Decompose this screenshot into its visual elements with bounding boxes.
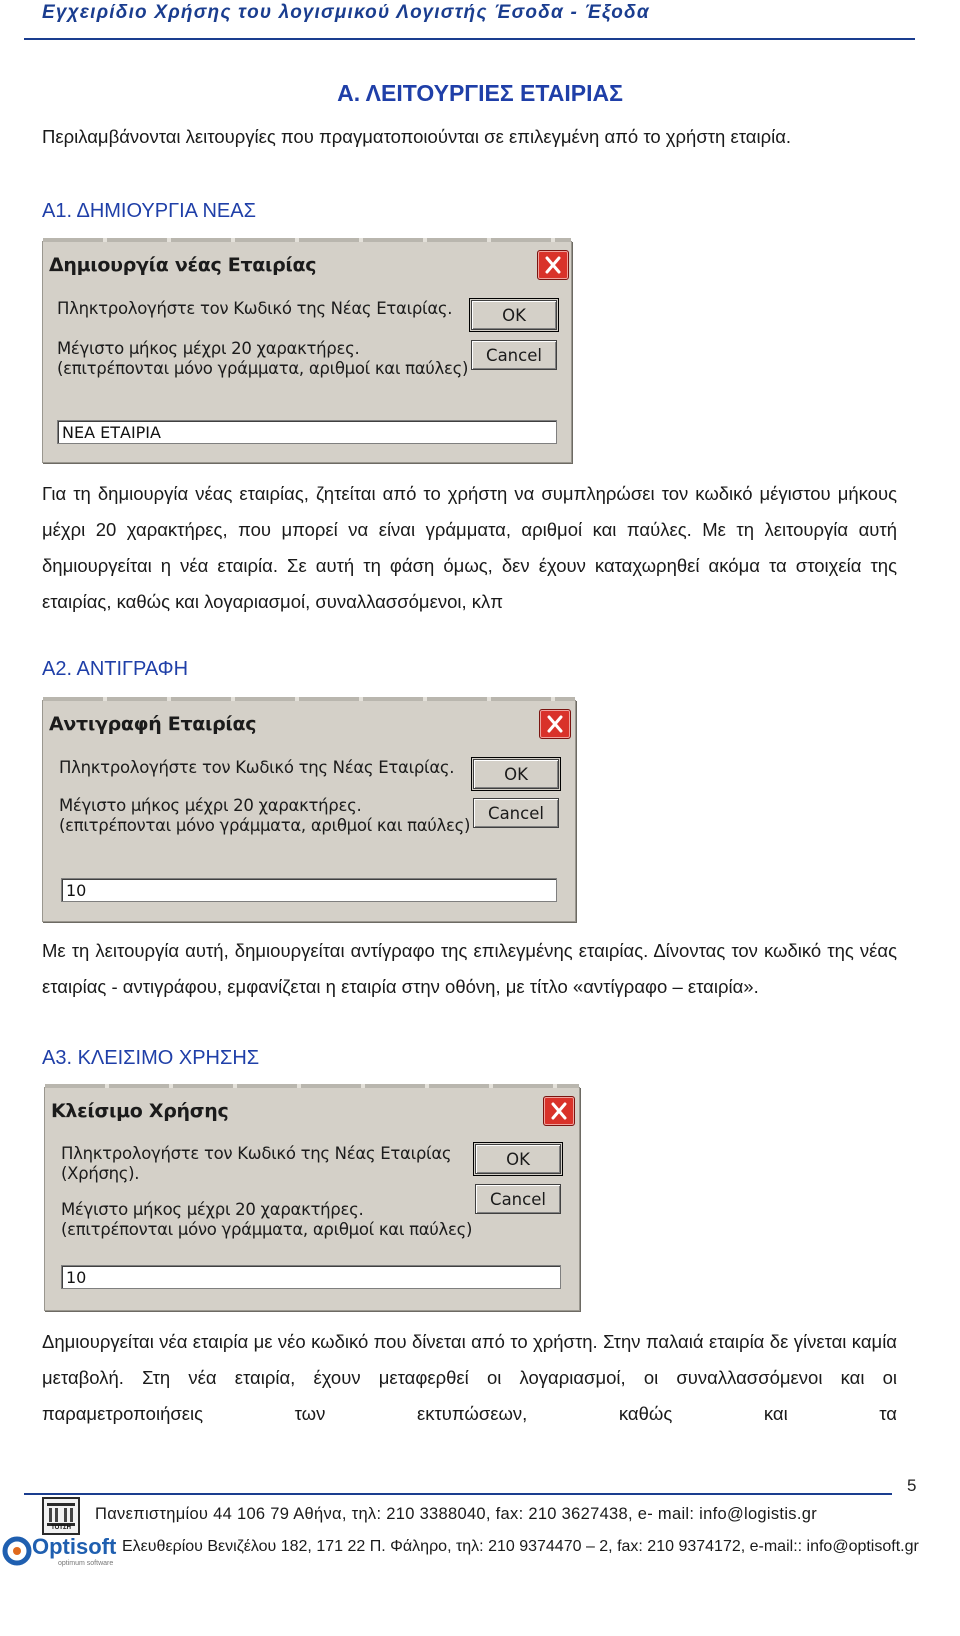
close-fiscal-year-dialog bbox=[44, 1087, 580, 1311]
footer-rule bbox=[24, 1493, 892, 1495]
company-code-input[interactable]: 10 bbox=[61, 1265, 561, 1289]
close-icon bbox=[544, 1097, 574, 1125]
ok-button[interactable]: OK bbox=[473, 759, 559, 789]
dialog-close-button[interactable] bbox=[537, 250, 569, 280]
a3-paragraph: Δημιουργείται νέα εταιρία με νέο κωδικό που δίνεται από το χρήστη. Στην παλαιά εταιρία δε γίνεται καμία μεταβολή. Στη νέα εταιρία, έχουν μεταφερθεί οι λογαριασμοί, οι συναλλασσόμενοι και οι παραμετροποιήσεις των εκτυπώσεων, καθώς και τα bbox=[42, 1331, 897, 1424]
close-icon bbox=[540, 710, 570, 738]
dialog-max-length: Μέγιστο μήκος μέχρι 20 χαρακτήρες. bbox=[59, 796, 362, 815]
optisoft-logo-text: Optisoft bbox=[32, 1534, 117, 1559]
company-code-input[interactable]: ΝΕΑ ΕΤΑΙΡΙΑ bbox=[57, 420, 557, 444]
footer-address-optisoft: Ελευθερίου Βενιζέλου 182, 171 22 Π. Φάληρο, τηλ: 210 9374470 – 2, fax: 210 9374172, e-mail:: info@optisoft.gr bbox=[122, 1538, 919, 1555]
ok-button[interactable]: OK bbox=[471, 300, 557, 330]
dialog-title: Αντιγραφή Εταιρίας bbox=[49, 713, 257, 735]
a1-paragraph-full: Για τη δημιουργία νέας εταιρίας, ζητείται από το χρήστη να συμπληρώσει τον κωδικό μέγιστου μήκους μέχρι 20 χαρακτήρες, που μπορεί να είναι γράμματα, αριθμοί και παύλες. Με τη λειτουργία αυτή δημιουργείται η νέα εταιρία. Σε αυτή τη φάση όμως, δεν έχουν καταχωρηθεί ακόμα τα στοιχεία της εταιρίας, καθώς και λογαριασμοί, συναλλασσόμενοι, κλπ bbox=[42, 483, 897, 612]
dialog-allowed-chars: (επιτρέπονται μόνο γράμματα, αριθμοί και παύλες) bbox=[61, 1220, 473, 1239]
a2-paragraph: Με τη λειτουργία αυτή, δημιουργείται αντίγραφο της επιλεγμένης εταιρίας. Δίνοντας τον κωδικό της νέας εταιρίας - αντιγράφου, εμφανίζεται η εταιρία στην οθόνη, με τίτλο «αντίγραφο – εταιρία». bbox=[42, 940, 897, 997]
dialog-instruction: Πληκτρολογήστε τον Κωδικό της Νέας Εταιρίας. bbox=[59, 758, 455, 777]
cancel-button[interactable]: Cancel bbox=[475, 1184, 561, 1214]
dialog-max-length: Μέγιστο μήκος μέχρι 20 χαρακτήρες. bbox=[61, 1200, 364, 1219]
dialog-allowed-chars: (επιτρέπονται μόνο γράμματα, αριθμοί και παύλες) bbox=[59, 816, 471, 835]
logistis-logo bbox=[42, 1497, 80, 1535]
header-rule bbox=[24, 38, 915, 40]
dialog-instruction: Πληκτρολογήστε τον Κωδικό της Νέας Εταιρίας. bbox=[57, 299, 453, 318]
optisoft-logo-icon bbox=[2, 1536, 32, 1566]
optisoft-logo bbox=[2, 1534, 118, 1568]
company-code-input[interactable]: 10 bbox=[61, 878, 557, 902]
cancel-button[interactable]: Cancel bbox=[471, 340, 557, 370]
dialog-allowed-chars: (επιτρέπονται μόνο γράμματα, αριθμοί και παύλες) bbox=[57, 359, 469, 378]
page-number: 5 bbox=[907, 1476, 917, 1495]
logistis-logo-text: ΤΟΤΣΗ bbox=[51, 1525, 71, 1531]
ok-button[interactable]: OK bbox=[475, 1144, 561, 1174]
close-icon bbox=[538, 251, 568, 279]
footer-address-logistis: Πανεπιστημίου 44 106 79 Αθήνα, τηλ: 210 3388040, fax: 210 3627438, e- mail: info@logistis.gr bbox=[95, 1505, 817, 1523]
dialog-close-button[interactable] bbox=[543, 1096, 575, 1126]
a2-heading: Α2. ΑΝΤΙΓΡΑΦΗ bbox=[42, 658, 189, 680]
intro-paragraph: Περιλαμβάνονται λειτουργίες που πραγματοποιούνται σε επιλεγμένη από το χρήστη εταιρία. bbox=[42, 126, 792, 147]
dialog-top-strip bbox=[43, 697, 575, 701]
dialog-top-strip bbox=[43, 238, 571, 242]
new-company-dialog bbox=[42, 241, 572, 463]
section-title: Α. ΛΕΙΤΟΥΡΓΙΕΣ ΕΤΑΙΡΙΑΣ bbox=[337, 80, 623, 106]
dialog-instruction-continued: (Χρήσης). bbox=[61, 1164, 140, 1183]
copy-company-dialog bbox=[42, 700, 576, 922]
dialog-top-strip bbox=[45, 1084, 579, 1088]
dialog-title: Δημιουργία νέας Εταιρίας bbox=[49, 254, 317, 276]
a3-heading: Α3. ΚΛΕΙΣΙΜΟ ΧΡΗΣΗΣ bbox=[42, 1047, 260, 1069]
dialog-instruction: Πληκτρολογήστε τον Κωδικό της Νέας Εταιρίας bbox=[61, 1144, 452, 1163]
document-header-title: Εγχειρίδιο Χρήσης του λογισμικού Λογιστής Έσοδα - Έξοδα bbox=[42, 2, 650, 23]
cancel-button[interactable]: Cancel bbox=[473, 798, 559, 828]
a1-heading: Α1. ΔΗΜΙΟΥΡΓΙΑ ΝΕΑΣ bbox=[42, 200, 256, 222]
dialog-title: Κλείσιμο Χρήσης bbox=[51, 1100, 229, 1122]
dialog-close-button[interactable] bbox=[539, 709, 571, 739]
dialog-max-length: Μέγιστο μήκος μέχρι 20 χαρακτήρες. bbox=[57, 339, 360, 358]
optisoft-tagline: optimum software bbox=[58, 1560, 114, 1567]
